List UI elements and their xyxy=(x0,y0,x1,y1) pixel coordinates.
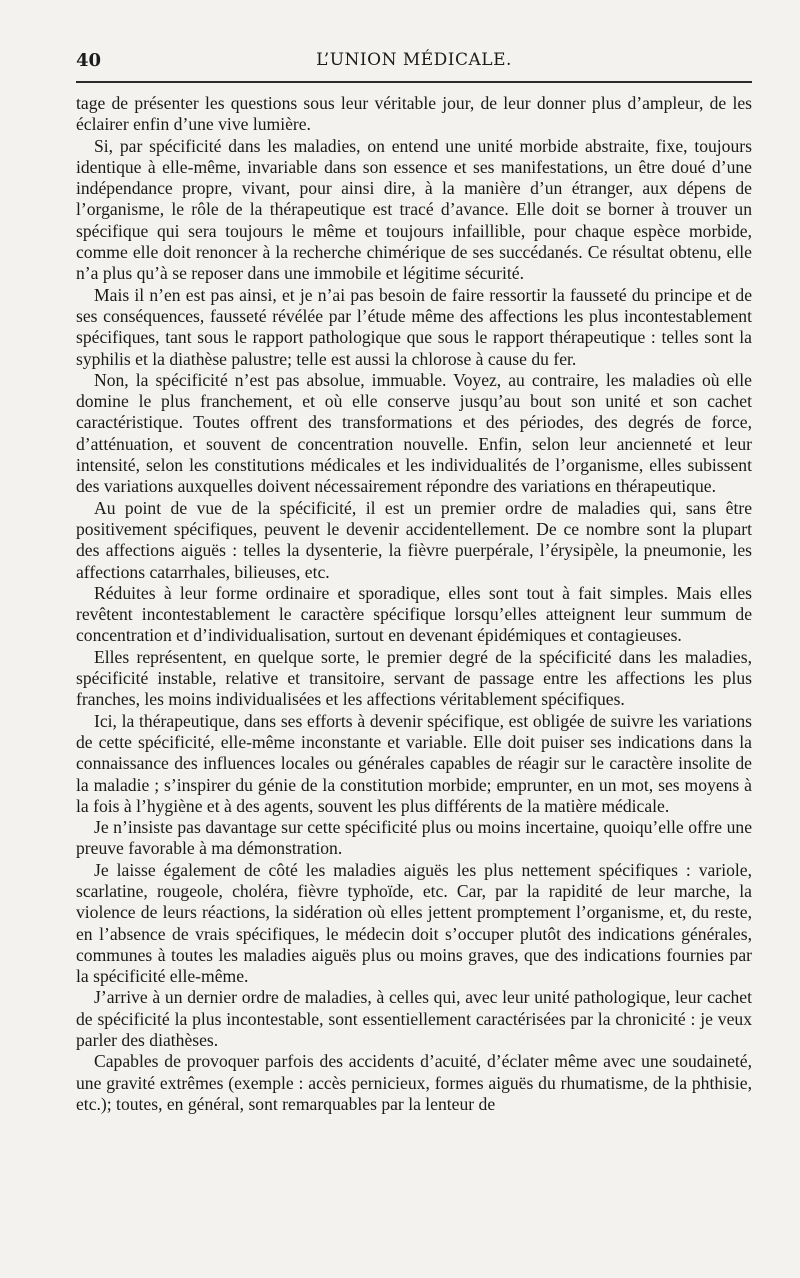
header-rule xyxy=(76,81,752,83)
paragraph-5: Au point de vue de la spécificité, il est un premier ordre de maladies qui, sans être positivement spécifiques, peuvent le devenir accidentellement. De ce nombre sont la plupart des affections aiguës : telles la dysenterie, la fièvre puerpérale, l’érysipèle, la pneumonie, les affections catarrhales, bilieuses, etc. xyxy=(76,497,752,582)
paragraph-4: Non, la spécificité n’est pas absolue, immuable. Voyez, au contraire, les maladies où elle domine le plus franchement, et où elle conserve jusqu’au bout son unité et son cachet caractéristique. Toutes offrent des transformations et des périodes, des degrés de force, d’atténuation, et souvent de concentration nouvelle. Enfin, selon leur ancienneté et leur intensité, selon les constitutions médicales et les individualités de l’organisme, elles subissent des variations auxquelles doivent nécessairement répondre des variations en thérapeutique. xyxy=(76,369,752,497)
paragraph-7: Elles représentent, en quelque sorte, le premier degré de la spécificité dans les maladies, spécificité instable, relative et transitoire, servant de passage entre les affections les plus franches, les moins individualisées et les affections véritablement spécifiques. xyxy=(76,646,752,710)
page-header xyxy=(76,50,752,74)
page-number: 40 xyxy=(76,50,102,71)
body-text xyxy=(76,93,752,1115)
paragraph-3: Mais il n’en est pas ainsi, et je n’ai pas besoin de faire ressortir la fausseté du principe et de ses conséquences, fausseté révélée par l’étude même des affections les plus incontestablement spécifiques, tant sous le rapport pathologique que sous le rapport thérapeutique : telles sont la syphilis et la diathèse palustre; telle est aussi la chlorose à cause du fer. xyxy=(76,284,752,369)
paragraph-9: Je n’insiste pas davantage sur cette spécificité plus ou moins incertaine, quoiqu’elle offre une preuve favorable à ma démonstration. xyxy=(76,817,752,859)
paragraph-10: Je laisse également de côté les maladies aiguës les plus nettement spécifiques : variole, scarlatine, rougeole, choléra, fièvre typhoïde, etc. Car, par la rapidité de leur marche, la violence de leurs réactions, la sidération où elles jettent promptement l’organisme, et, du reste, en l’absence de vrais spécifiques, le médecin doit s’occuper plutôt des indications générales, communes à toutes les maladies aiguës plus ou moins graves, que des indications fournies par la spécificité elle-même. xyxy=(76,859,752,987)
paragraph-1: tage de présenter les questions sous leur véritable jour, de leur donner plus d’ampleur, de les éclairer enfin d’une vive lumière. xyxy=(76,93,752,135)
paragraph-6: Réduites à leur forme ordinaire et sporadique, elles sont tout à fait simples. Mais elles revêtent incontestablement le caractère spécifique lorsqu’elles atteignent leur summum de concentration et d’individualisation, surtout en devenant épidémiques et contagieuses. xyxy=(76,582,752,646)
paragraph-2: Si, par spécificité dans les maladies, on entend une unité morbide abstraite, fixe, toujours identique à elle-même, invariable dans son essence et ses manifestations, un être doué d’une indépendance propre, vivant, pour ainsi dire, à la manière d’un étranger, aux dépens de l’organisme, le rôle de la thérapeutique est tracé d’avance. Elle doit se borner à trouver un spécifique qui sera toujours le même et toujours infaillible, pour chaque espèce morbide, comme elle doit renoncer à la recherche chimérique de ses succédanés. Ce résultat obtenu, elle n’a plus qu’à se reposer dans une immobile et légitime sécurité. xyxy=(76,135,752,284)
running-title: L’UNION MÉDICALE. xyxy=(316,50,512,70)
paragraph-8: Ici, la thérapeutique, dans ses efforts à devenir spécifique, est obligée de suivre les variations de cette spécificité, elle-même inconstante et variable. Elle doit puiser ses indications dans la connaissance des influences locales ou générales capables de réagir sur le caractère insolite de la maladie ; s’inspirer du génie de la constitution morbide; emprunter, en un mot, ses moyens à la fois à l’hygiène et à des agents, souvent les plus différents de la matière médicale. xyxy=(76,710,752,816)
paragraph-12: Capables de provoquer parfois des accidents d’acuité, d’éclater même avec une soudaineté, une gravité extrêmes (exemple : accès pernicieux, formes aiguës du rhumatisme, de la phthisie, etc.); toutes, en général, sont remarquables par la lenteur de xyxy=(76,1051,752,1114)
paragraph-11: J’arrive à un dernier ordre de maladies, à celles qui, avec leur unité pathologique, leur cachet de spécificité la plus incontestable, sont essentiellement caractérisées par la chronicité : je veux parler des diathèses. xyxy=(76,987,752,1051)
